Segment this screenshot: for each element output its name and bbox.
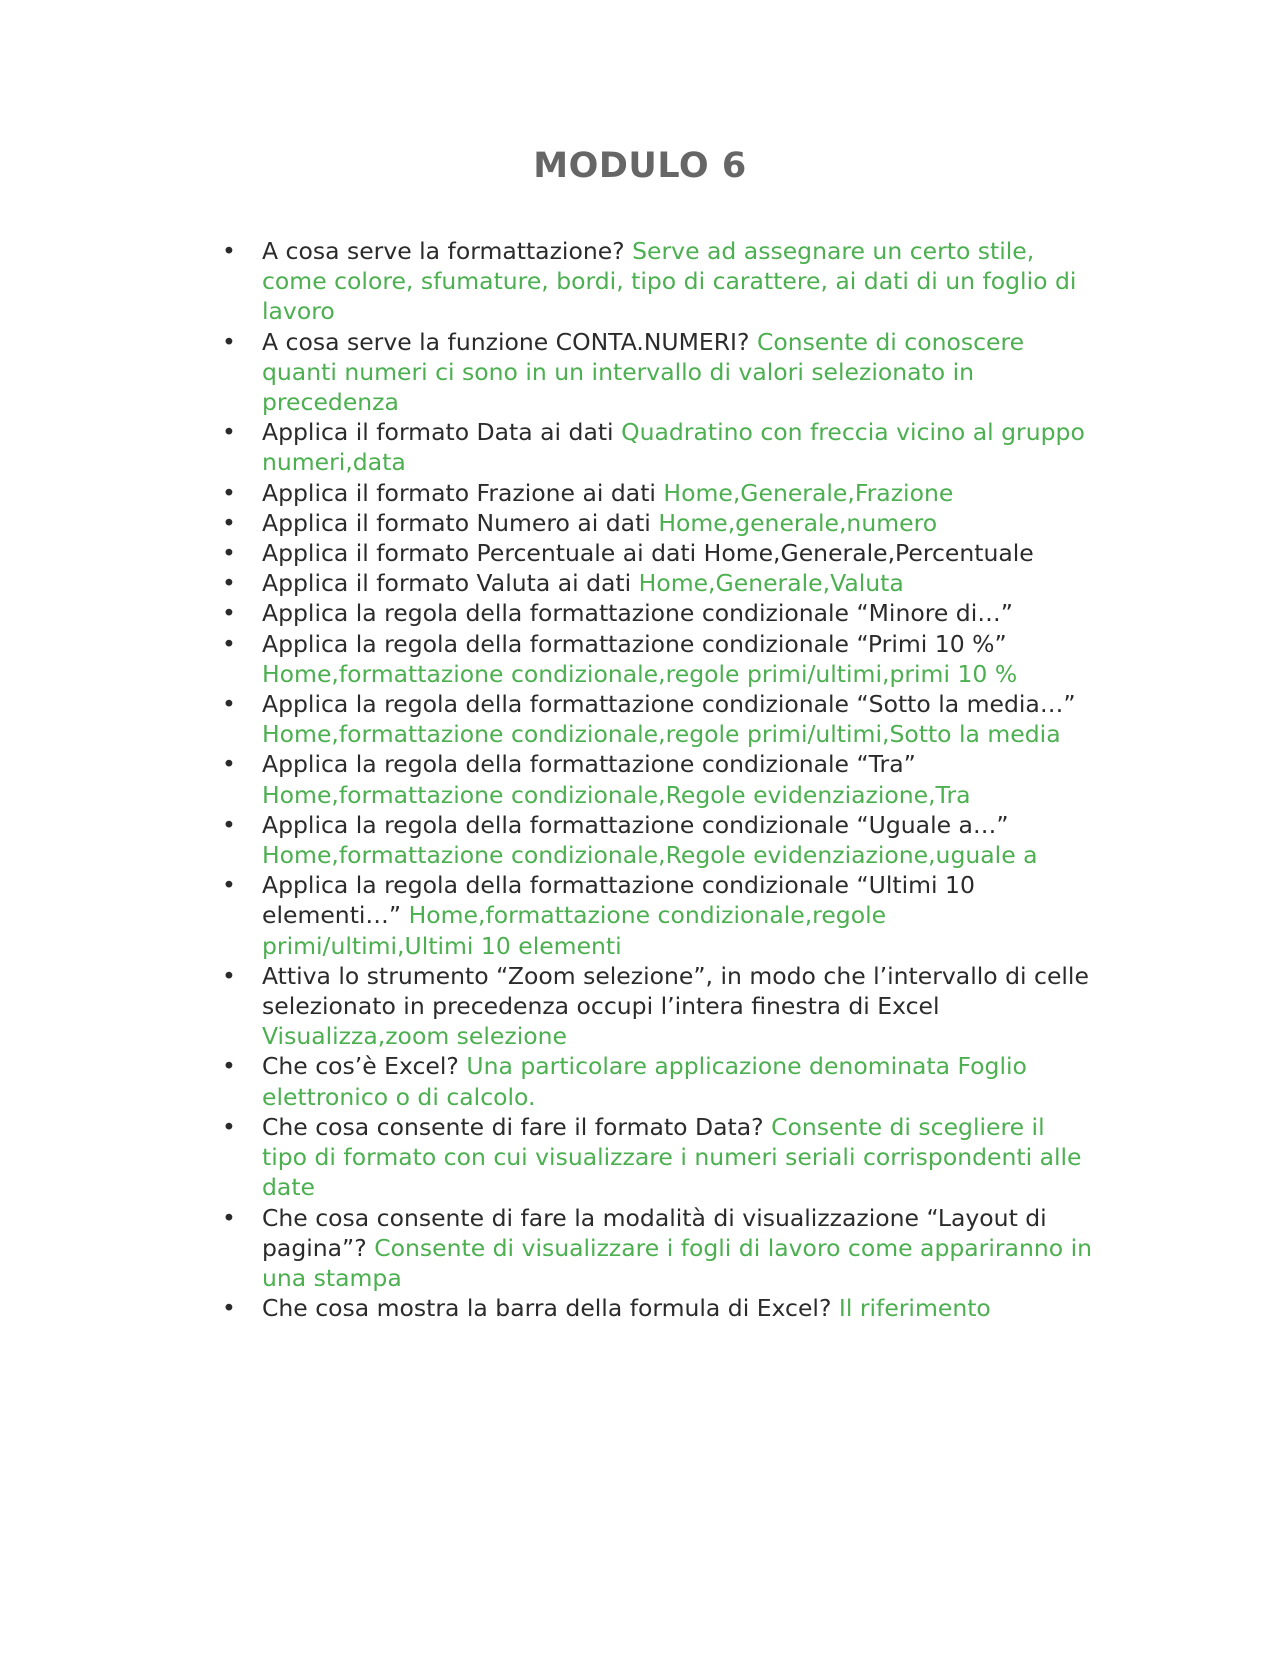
bullet-icon: • [222,237,236,265]
answer-text: Home,generale,numero [658,508,938,537]
question-text: Applica la regola della formattazione condizionale “Ultimi 10 elementi…” [262,871,975,930]
bullet-icon: • [222,690,236,719]
question-text: Applica il formato Valuta ai dati [262,569,632,598]
bullet-icon: • [222,961,236,990]
answer-text: Home,Generale,Frazione [663,478,954,507]
list-item [222,810,1092,870]
bullet-icon: • [222,1294,236,1323]
answer-text: Home,formattazione condizionale,Regole evidenziazione,uguale a [262,841,1038,870]
answer-text: Home,formattazione condizionale,regole primi/ultimi,primi 10 % [262,659,1018,688]
list-item [222,327,1092,418]
list-item [222,1203,1092,1294]
list-item [222,1051,1092,1111]
bullet-icon: • [222,750,236,779]
bullet-icon: • [222,1112,236,1141]
question-text: Che cos’è Excel? [262,1052,459,1081]
answer-text: Home,formattazione condizionale,Regole evidenziazione,Tra [262,780,971,809]
question-text: Applica la regola della formattazione condizionale “Minore di…” [262,599,1013,628]
list-item [222,749,1092,809]
bullet-icon: • [222,871,236,900]
question-text: Applica la regola della formattazione condizionale “Sotto la media…” [262,690,1076,719]
list-item [222,1293,1092,1323]
answer-text: Home,Generale,Valuta [638,569,904,598]
bullet-icon: • [222,1052,236,1081]
list-item [222,870,1092,961]
list-item [222,961,1092,1052]
question-text: A cosa serve la formattazione? [262,237,625,265]
list-item [222,598,1092,628]
bullet-icon: • [222,569,236,598]
answer-text: Il riferimento [838,1294,991,1323]
question-text: Applica il formato Data ai dati [262,418,614,447]
answer-text: Consente di scegliere il tipo di formato con cui visualizzare i numeri seriali corrispondenti alle date [262,1112,1082,1202]
bullet-icon: • [222,629,236,658]
bullet-icon: • [222,1203,236,1232]
page-title: MODULO 6 [533,146,747,186]
list-item [222,538,1092,568]
answer-text: Visualizza,zoom selezione [262,1022,567,1051]
bullet-icon: • [222,599,236,628]
question-text: Attiva lo strumento “Zoom selezione”, in modo che l’intervallo di celle selezionato in precedenza occupi l’intera finestra di Excel [262,961,1089,1021]
question-text: Applica la regola della formattazione condizionale “Tra” [262,750,916,779]
question-text: Che cosa consente di fare il formato Data? [262,1112,764,1141]
answer-text: Consente di conoscere quanti numeri ci sono in un intervallo di valori selezionato in precedenza [262,327,1025,417]
answer-text: Home,formattazione condizionale,regole primi/ultimi,Ultimi 10 elementi [262,901,887,960]
bullet-icon: • [222,327,236,356]
question-text: Applica il formato Frazione ai dati [262,478,656,507]
question-text: A cosa serve la funzione CONTA.NUMERI? [262,327,750,356]
question-text: Applica il formato Numero ai dati [262,508,651,537]
answer-text: Una particolare applicazione denominata Foglio elettronico o di calcolo. [262,1052,1027,1111]
question-text: Che cosa mostra la barra della formula di Excel? [262,1294,832,1323]
question-text: Applica il formato Percentuale ai dati Home,Generale,Percentuale [262,539,1034,568]
answer-text: Consente di visualizzare i fogli di lavoro come appariranno in una stampa [262,1233,1092,1292]
list-item [222,568,1092,598]
bullet-icon: • [222,508,236,537]
question-text: Che cosa consente di fare la modalità di visualizzazione “Layout di pagina”? [262,1203,1047,1262]
answer-text: Home,formattazione condizionale,regole primi/ultimi,Sotto la media [262,720,1061,749]
bullet-icon: • [222,539,236,568]
list-item [222,236,1092,327]
answer-text: Quadratino con freccia vicino al gruppo numeri,data [262,418,1085,477]
bullet-icon: • [222,810,236,839]
answer-text: Serve ad assegnare un certo stile, come colore, sfumature, bordi, tipo di carattere, ai dati di un foglio di lavoro [262,237,1077,326]
question-text: Applica la regola della formattazione condizionale “Uguale a…” [262,810,1009,839]
list-item [222,629,1092,689]
list-item [222,1112,1092,1203]
list-item [222,478,1092,508]
question-list [222,236,1092,1323]
list-item [222,417,1092,477]
list-item [222,689,1092,749]
question-text: Applica la regola della formattazione condizionale “Primi 10 %” [262,629,1007,658]
list-item [222,508,1092,538]
bullet-icon: • [222,478,236,507]
bullet-icon: • [222,418,236,447]
